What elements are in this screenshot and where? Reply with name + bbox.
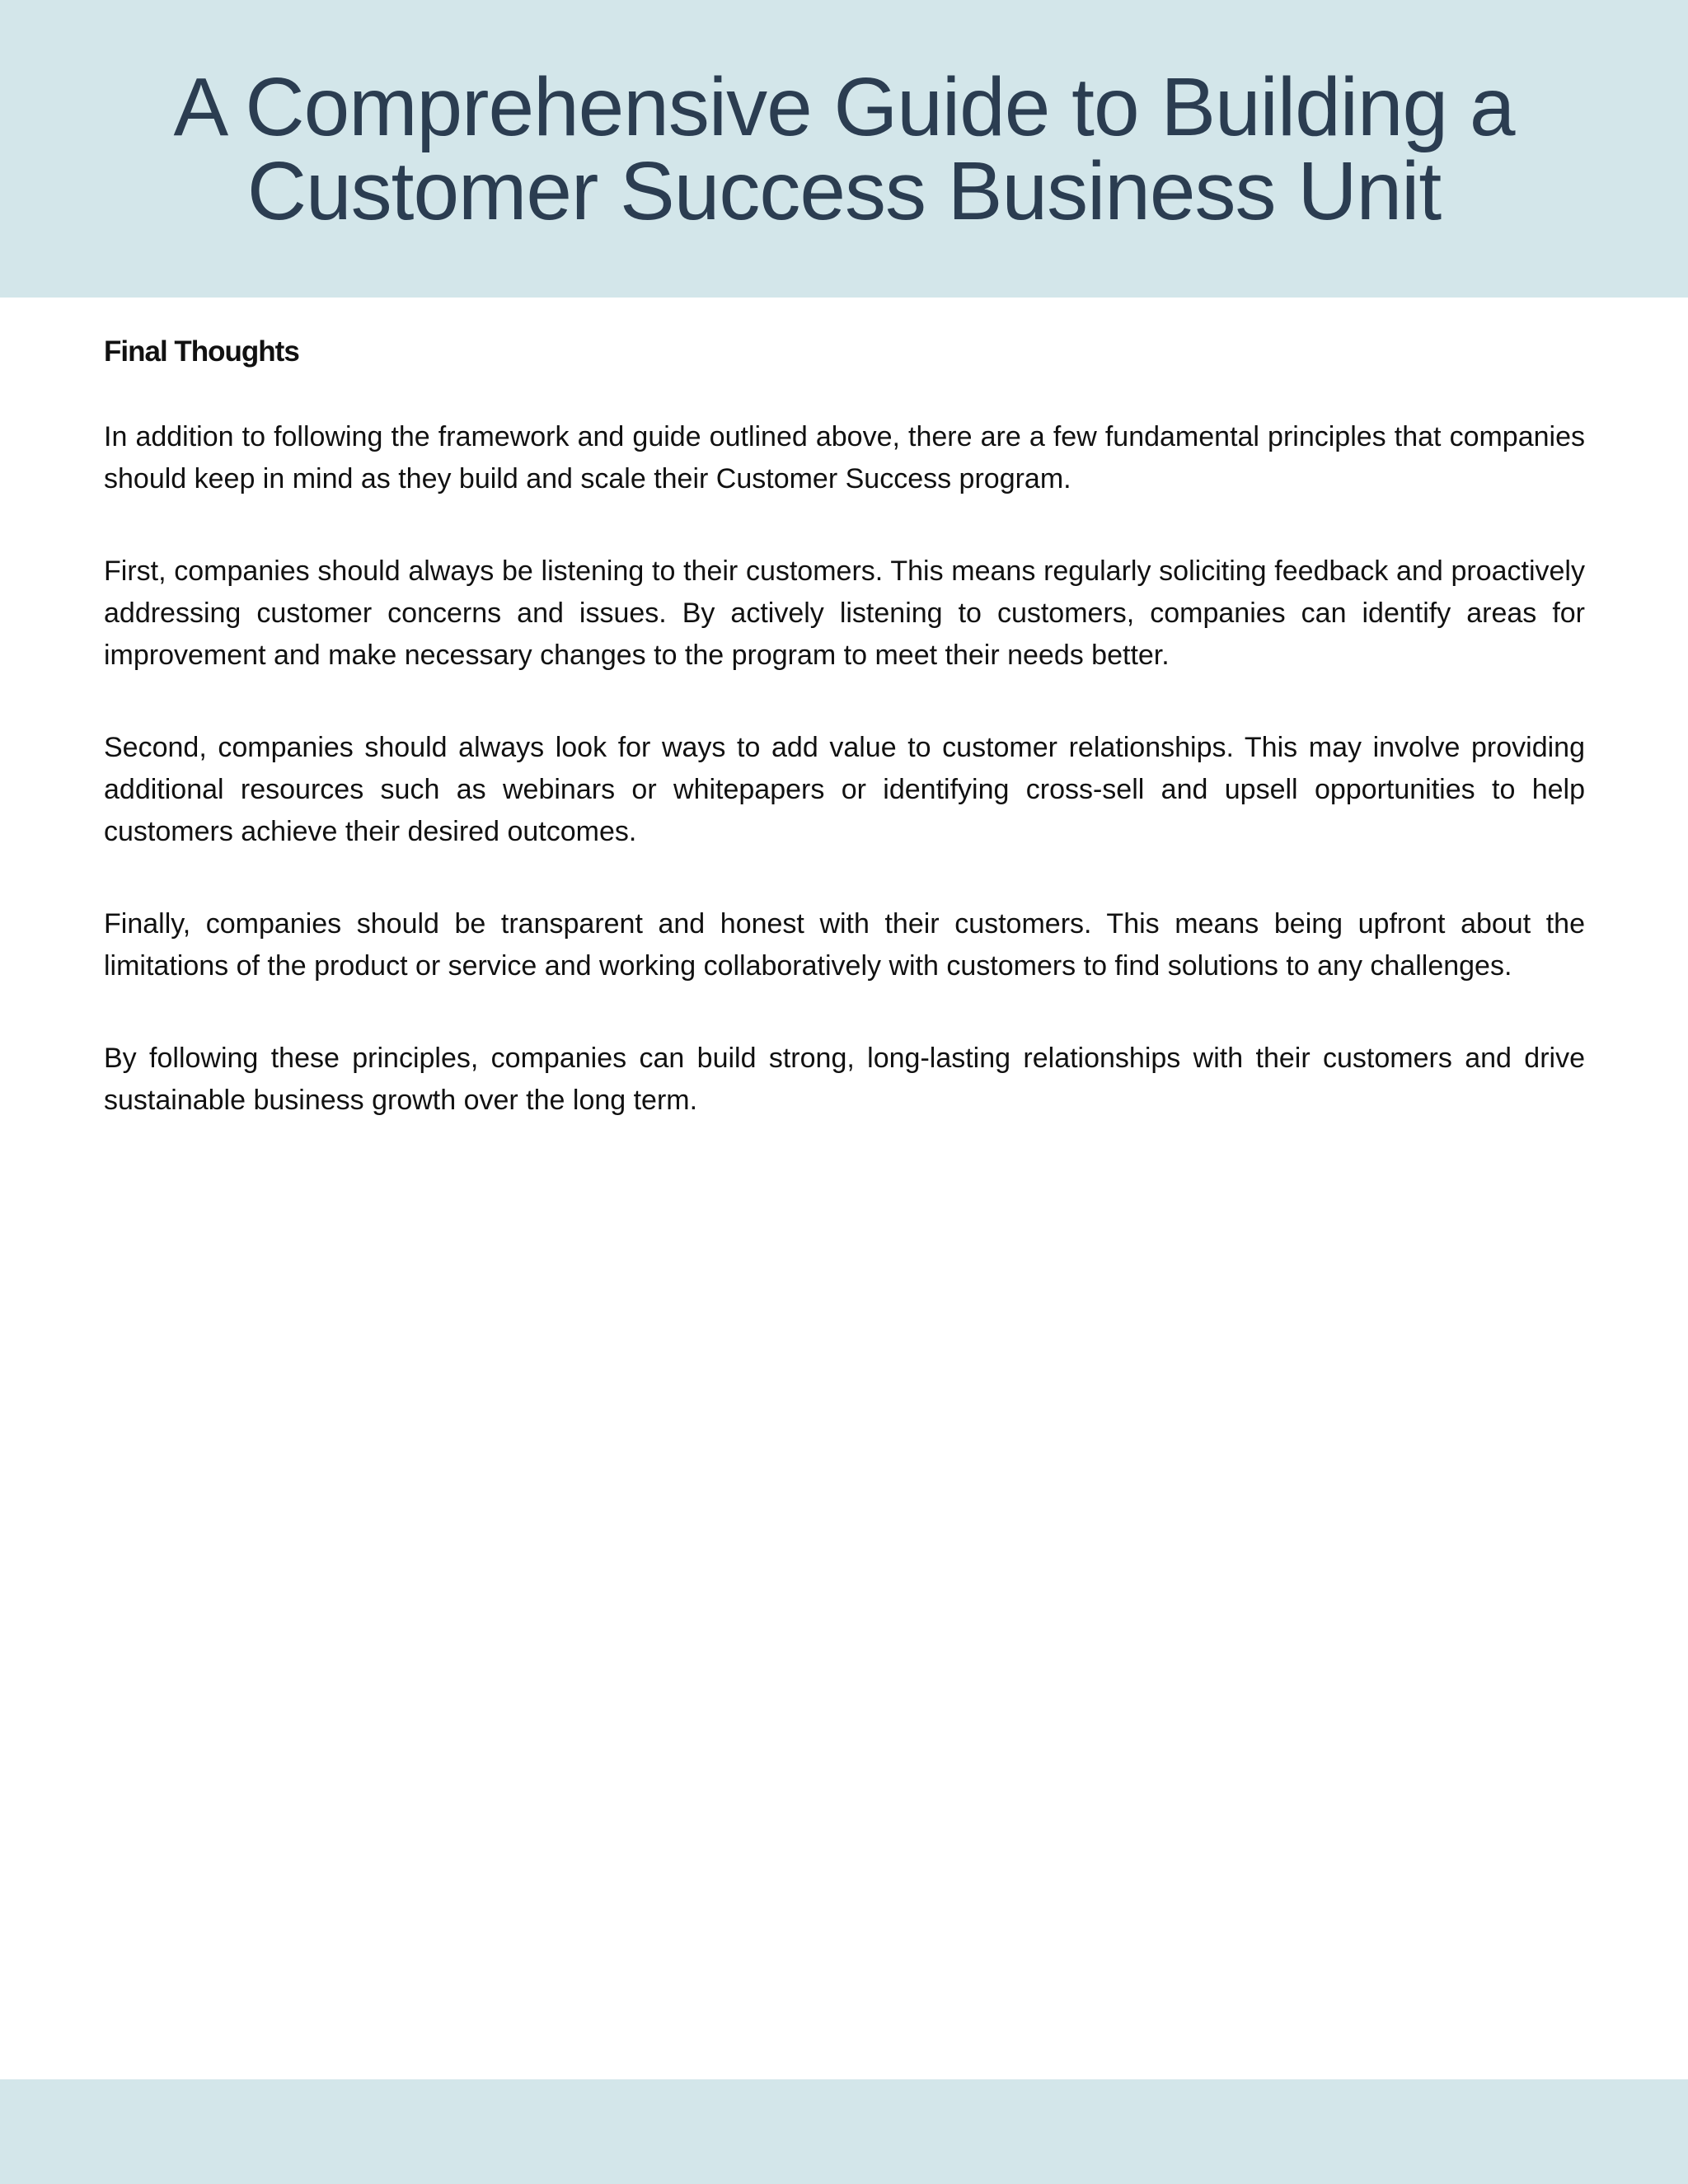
section-heading: Final Thoughts: [104, 335, 299, 368]
document-title: A Comprehensive Guide to Building a Customer Success Business Unit: [173, 60, 1515, 237]
header-band: [0, 0, 1688, 298]
paragraph-intro: In addition to following the framework and guide outlined above, there are a few fundamental principles that companies should keep in mind as they build and scale their Customer Success program.: [104, 421, 1585, 494]
paragraph-listening: First, companies should always be listening to their customers. This means regularly soliciting feedback and proactively addressing customer concerns and issues. By actively listening to customers, companies can identify areas for improvement and make necessary changes to the program to meet their needs better.: [104, 555, 1585, 671]
paragraph-value: Second, companies should always look for ways to add value to customer relationships. This may involve providing additional resources such as webinars or whitepapers or identifying cross-sell and upsell opportunities to help customers achieve their desired outcomes.: [104, 732, 1585, 847]
footer-band: [0, 2079, 1688, 2184]
document-body: [104, 334, 1585, 1172]
paragraph-conclusion: By following these principles, companies can build strong, long-lasting relationships with their customers and drive sustainable business growth over the long term.: [104, 1043, 1585, 1116]
paragraph-transparency: Finally, companies should be transparent and honest with their customers. This means being upfront about the limitations of the product or service and working collaboratively with customers to find solutions to any challenges.: [104, 908, 1585, 982]
